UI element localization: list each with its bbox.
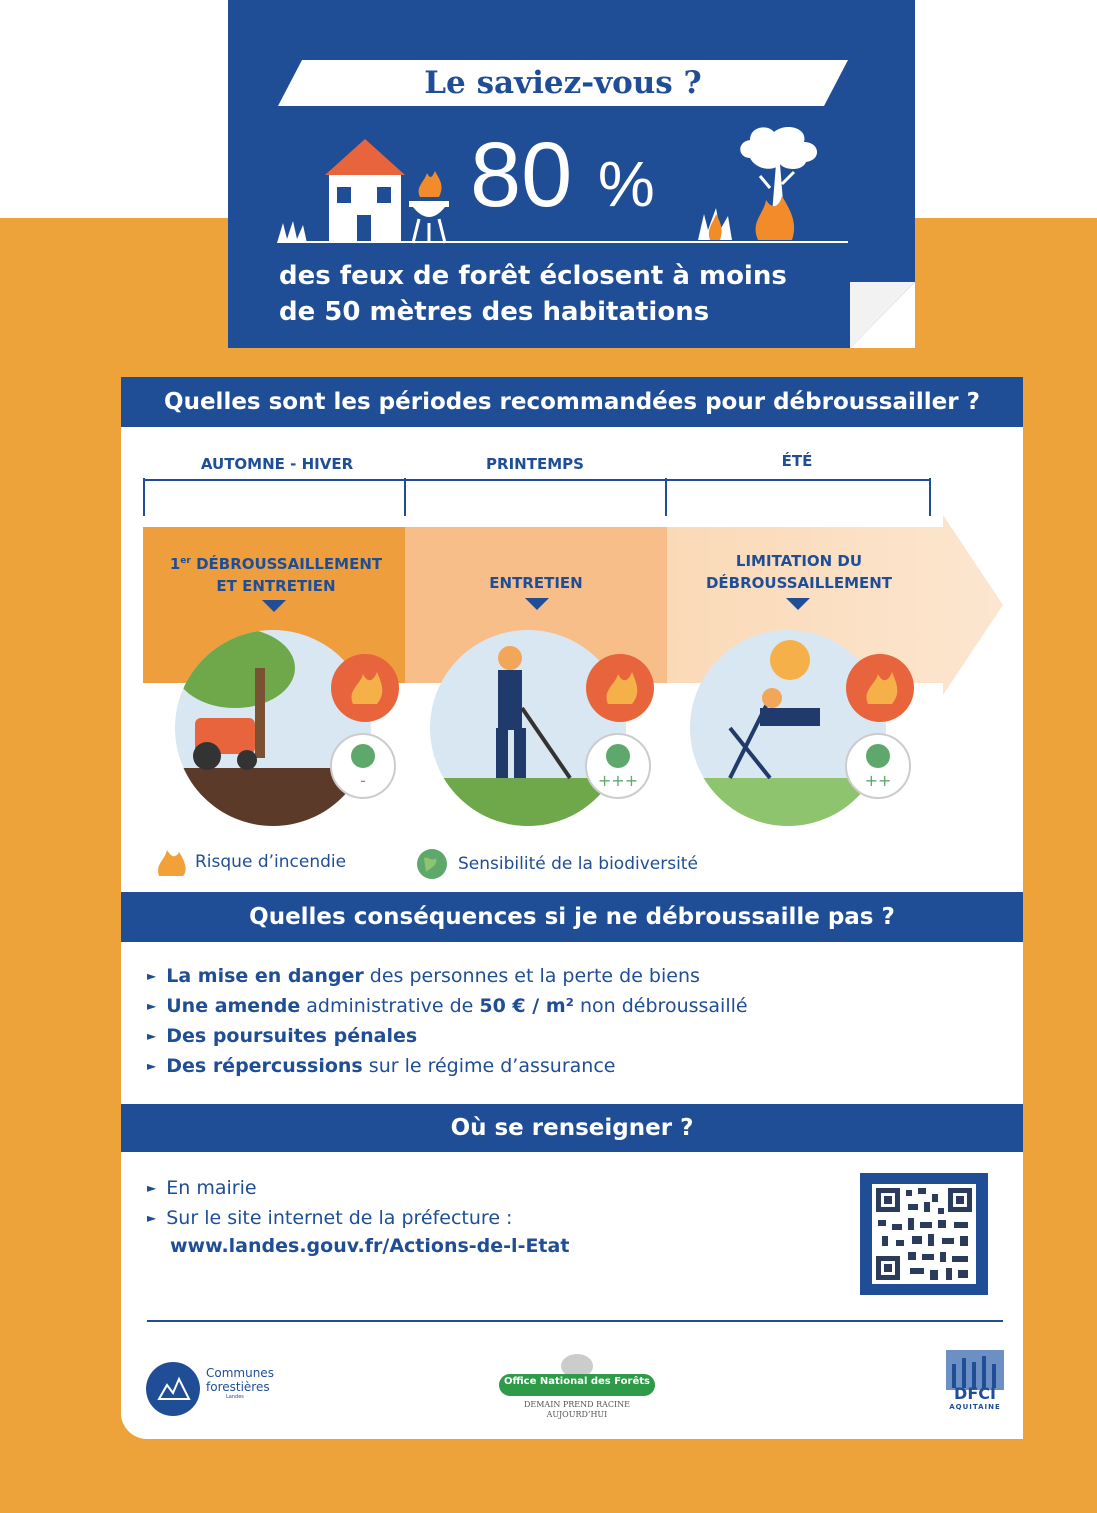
- stat-value: [470, 125, 690, 225]
- house-barbecue-illustration: [275, 135, 465, 247]
- phase-1-line1: DÉBROUSSAILLEMENT: [190, 555, 383, 573]
- phase-3-line1: LIMITATION DU: [735, 552, 863, 570]
- legend-biodiversity: [416, 848, 698, 880]
- dfci-region: AQUITAINE: [949, 1403, 1001, 1411]
- section-title-consequences: Quelles conséquences si je ne débroussaille pas ?: [121, 892, 1023, 942]
- phase-label-3: [668, 550, 930, 594]
- chevron-down-icon: [786, 598, 810, 610]
- biodiversity-level-3: ++: [864, 771, 892, 790]
- chevron-down-icon: [525, 598, 549, 610]
- biodiversity-level-1: -: [360, 771, 366, 790]
- item-bold: Des poursuites pénales: [166, 1025, 418, 1047]
- phase-label-2: ENTRETIEN: [489, 574, 583, 592]
- onf-tagline-1: DEMAIN PREND RACINE: [523, 1400, 631, 1409]
- qr-code[interactable]: [872, 1184, 976, 1284]
- item-text: sur le régime d’assurance: [362, 1055, 616, 1077]
- season-autumn-winter: AUTOMNE - HIVER: [200, 455, 354, 473]
- barbecue-fire-icon: [409, 171, 449, 243]
- onf-tagline: [497, 1400, 657, 1420]
- list-item: [147, 962, 748, 992]
- globe-icon: [416, 848, 448, 880]
- season-timeline: [140, 470, 940, 520]
- biodiversity-level-2: +++: [597, 771, 639, 790]
- item-bold: La mise en danger: [166, 965, 364, 987]
- item-text: non débroussaillé: [573, 995, 748, 1017]
- communes-line3: Landes: [226, 1394, 244, 1400]
- phase-3-line2: DÉBROUSSAILLEMENT: [705, 574, 893, 592]
- grass-icon: [277, 221, 307, 243]
- section-title-periods: Quelles sont les périodes recommandées pour débroussailler ?: [121, 377, 1023, 427]
- list-item: [147, 1052, 748, 1082]
- chevron-down-icon: [262, 600, 286, 612]
- footer-divider: [147, 1320, 1003, 1322]
- brushcutter-illustration: [430, 628, 655, 828]
- onf-name: Office National des Forêts: [504, 1376, 650, 1387]
- dfci-name: DFCI: [954, 1384, 996, 1403]
- stat-caption-line2: de 50 mètres des habitations: [279, 297, 710, 327]
- stat-caption-line1: des feux de forêt éclosent à moins: [279, 261, 787, 291]
- communes-forestieres-logo: [145, 1361, 201, 1417]
- banner-title: Le saviez-vous ?: [424, 65, 702, 101]
- list-item: ► En mairie: [147, 1174, 512, 1204]
- stat-unit: %: [597, 148, 655, 220]
- tractor-illustration: [175, 628, 400, 828]
- phase-label-1: [148, 550, 404, 597]
- list-item: [147, 1022, 748, 1052]
- communes-forestieres-text: [206, 1366, 274, 1401]
- page-fold-corner: [850, 282, 915, 348]
- resting-illustration: [690, 628, 915, 828]
- consequences-list: [147, 962, 748, 1082]
- communes-line2: forestières: [206, 1380, 270, 1394]
- list-item: [147, 992, 748, 1022]
- phase-1-prefix: 1: [169, 555, 181, 573]
- info-list: [147, 1174, 512, 1234]
- item-bold: Des répercussions: [166, 1055, 363, 1077]
- season-summer: ÉTÉ: [781, 452, 813, 470]
- item-text: des personnes et la perte de biens: [363, 965, 700, 987]
- legend-fire-risk-label: Risque d’incendie: [195, 852, 347, 872]
- stat-number: 80: [470, 124, 573, 226]
- tree-fire-icon: [690, 118, 850, 246]
- house-icon: [325, 139, 405, 243]
- legend-fire-risk: [155, 848, 346, 876]
- legend-biodiversity-label: Sensibilité de la biodiversité: [458, 854, 698, 874]
- onf-logo: [497, 1350, 657, 1398]
- season-spring: PRINTEMPS: [486, 455, 584, 473]
- section-title-info: Où se renseigner ?: [121, 1104, 1023, 1152]
- item-bold: 50 € / m²: [479, 995, 574, 1017]
- phase-1-line2: ET ENTRETIEN: [216, 577, 336, 595]
- stat-caption: [279, 258, 839, 330]
- fire-icon: [155, 848, 187, 876]
- onf-tagline-2: AUJOURD’HUI: [546, 1410, 608, 1419]
- stat-underline: [278, 241, 848, 243]
- communes-line1: Communes: [206, 1366, 274, 1380]
- item-bold: Une amende: [166, 995, 301, 1017]
- item-text: administrative de: [300, 995, 480, 1017]
- list-item: ► Sur le site internet de la préfecture :: [147, 1204, 512, 1234]
- phase-1-sup: er: [180, 556, 191, 566]
- prefecture-link[interactable]: www.landes.gouv.fr/Actions-de-l-Etat: [170, 1235, 570, 1257]
